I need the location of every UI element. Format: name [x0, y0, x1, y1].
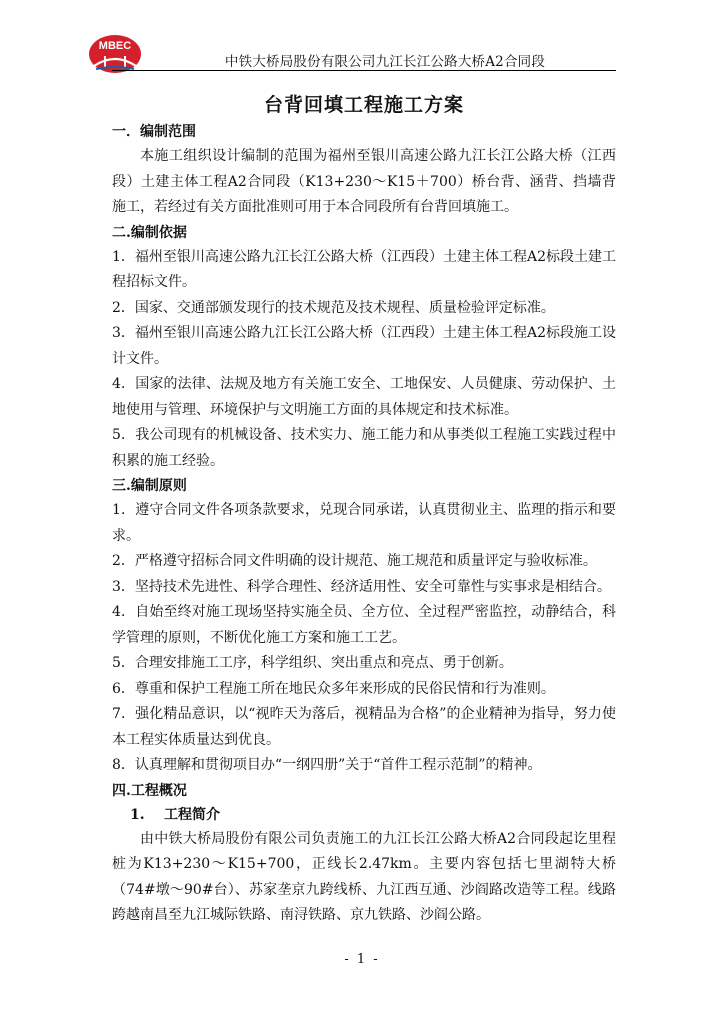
subsection-heading	[112, 803, 616, 827]
list-item: 6．尊重和保护工程施工所在地民众多年来形成的民俗民情和行为准则。	[112, 680, 555, 697]
list-item: 3．坚持技术先进性、科学合理性、经济适用性、安全可靠性与实事求是相结合。	[112, 578, 611, 595]
logo-text: MBEC	[98, 40, 132, 52]
subsection-title: 工程简介	[164, 806, 220, 823]
subsection-number: 1.	[130, 806, 145, 823]
list-item: 2．国家、交通部颁发现行的技术规范及技术规程、质量检验评定标准。	[112, 299, 555, 316]
list-item: 5．合理安排施工工序，科学组织、突出重点和亮点、勇于创新。	[112, 655, 513, 671]
list-item: 4．国家的法律、法规及地方有关施工安全、工地保安、人员健康、劳动保护、土地使用与管理、环境保护与文明施工方面的具体规定和技术标准。	[112, 376, 616, 418]
list-item: 7．强化精品意识，以“视昨天为落后，视精品为合格”的企业精神为指导，努力使本工程实体质量达到优良。	[112, 706, 616, 748]
paragraph: 本施工组织设计编制的范围为福州至银川高速公路九江长江公路大桥（江西段）土建主体工程A2合同段（K13+230～K15＋700）桥台背、涵背、挡墙背施工，若经过有关方面批准则可用于本合同段所有台背回填施工。	[112, 148, 616, 215]
list-item: 1．福州至银川高速公路九江长江公路大桥（江西段）土建主体工程A2标段土建工程招标文件。	[112, 248, 616, 290]
section-heading: 二.编制依据	[112, 224, 187, 241]
list-item: 4．自始至终对施工现场坚持实施全员、全方位、全过程严密监控，动静结合，科学管理的原则，不断优化施工方案和施工工艺。	[112, 604, 616, 646]
section-heading: 三.编制原则	[112, 478, 187, 494]
document-body	[112, 120, 616, 929]
section-heading: 四.工程概况	[112, 782, 187, 799]
list-item: 8．认真理解和贯彻项目办“一纲四册”关于“首件工程示范制”的精神。	[112, 757, 542, 773]
list-item: 3．福州至银川高速公路九江长江公路大桥（江西段）土建主体工程A2标段施工设计文件。	[112, 325, 616, 367]
mbec-logo	[88, 34, 142, 74]
list-item: 1．遵守合同文件各项条款要求，兑现合同承诺，认真贯彻业主、监理的指示和要求。	[112, 502, 616, 544]
list-item: 5．我公司现有的机械设备、技术实力、施工能力和从事类似工程施工实践过程中积累的施工经验。	[112, 427, 616, 469]
paragraph: 由中铁大桥局股份有限公司负责施工的九江长江公路大桥A2合同段起讫里程桩为K13+230～K15+700，正线长2.47km。主要内容包括七里湖特大桥（74#墩～90#台）、苏家垄京九跨线桥、九江西互通、沙阎路改造等工程。线路跨越南昌至九江城际铁路、南浔铁路、京九铁路、沙阎公路。	[112, 830, 616, 923]
list-item: 2．严格遵守招标合同文件明确的设计规范、施工规范和质量评定与验收标准。	[112, 553, 597, 569]
header-divider	[112, 70, 616, 71]
page-number: - 1 -	[344, 952, 380, 967]
section-heading: 一．编制范围	[112, 124, 196, 140]
document-title: 台背回填工程施工方案	[263, 94, 464, 116]
mbec-logo-icon	[88, 34, 142, 74]
header-company: 中铁大桥局股份有限公司九江长江公路大桥A2合同段	[224, 54, 546, 70]
